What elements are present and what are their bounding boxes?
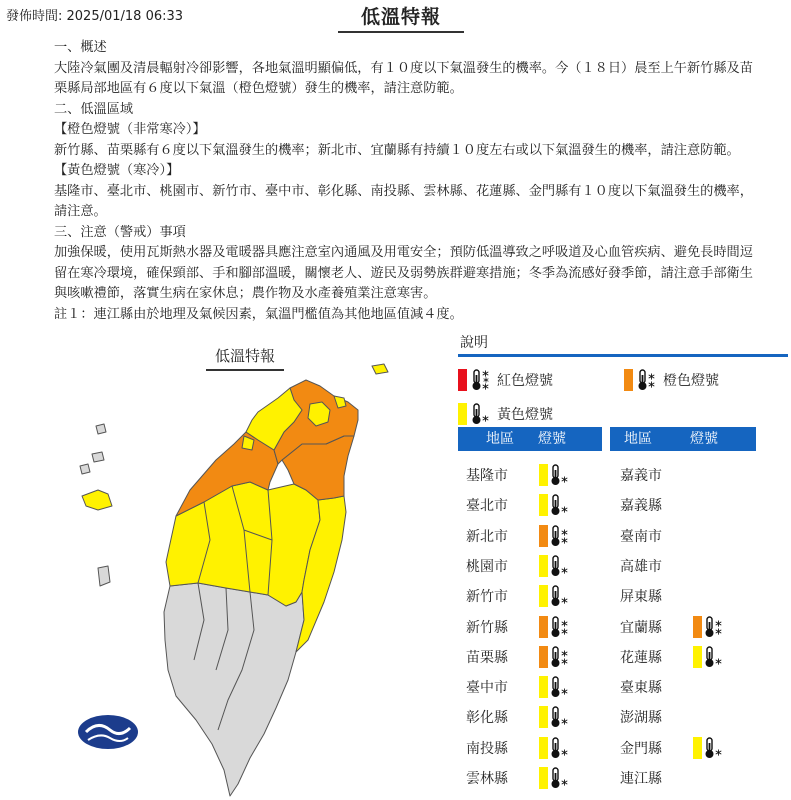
table-row bbox=[456, 490, 606, 520]
area-name: 澎湖縣 bbox=[620, 710, 662, 727]
area-name: 臺中市 bbox=[466, 680, 508, 697]
area-name: 臺東縣 bbox=[620, 680, 662, 697]
area-name: 苗栗縣 bbox=[466, 649, 508, 666]
section-heading-precautions: 三、注意（警戒）事項 bbox=[54, 224, 186, 240]
signal-cell bbox=[539, 585, 570, 607]
orange-signal-indicator bbox=[693, 616, 702, 638]
signal-cell bbox=[539, 767, 570, 789]
orange-signal-indicator bbox=[539, 616, 548, 638]
area-name: 嘉義市 bbox=[620, 468, 662, 484]
thermometer-icon bbox=[704, 646, 724, 668]
yellow-signal-indicator bbox=[539, 706, 548, 728]
yellow-signal-text: 基隆市、臺北市、桃園市、新竹市、臺中市、彰化縣、南投縣、雲林縣、花蓮縣、金門縣有１０度以下氣溫發生的機率，請注意。 bbox=[54, 183, 753, 219]
thermometer-icon bbox=[550, 494, 570, 516]
section-heading-overview: 一、概述 bbox=[54, 40, 107, 55]
overview-text: 大陸冷氣團及清晨輻射冷卻影響，各地氣溫明顯偏低，有１０度以下氣溫發生的機率。今（１８日）晨至上午新竹縣及苗栗縣局部地區有６度以下氣溫（橙色燈號）發生的機率，請注意防範。 bbox=[54, 60, 753, 96]
signal-cell bbox=[539, 737, 570, 759]
orange-signal-text: 新竹縣、苗栗縣有６度以下氣溫發生的機率；新北市、宜蘭縣有持續１０度左右或以下氣溫發生的機率，請注意防範。 bbox=[54, 142, 740, 158]
signal-cell bbox=[539, 555, 570, 577]
area-name: 連江縣 bbox=[620, 771, 662, 787]
red-swatch bbox=[458, 369, 467, 391]
signal-cell bbox=[693, 646, 724, 668]
signal-cell bbox=[539, 616, 570, 638]
area-name: 嘉義縣 bbox=[620, 498, 662, 515]
table-row bbox=[610, 581, 760, 611]
area-name: 高雄市 bbox=[620, 558, 662, 575]
yellow-signal-indicator bbox=[539, 737, 548, 759]
yellow-signal-indicator bbox=[539, 585, 548, 607]
map-region-island-2 bbox=[92, 452, 104, 462]
table-row bbox=[456, 672, 606, 702]
orange-swatch bbox=[624, 369, 633, 391]
table-row bbox=[610, 490, 760, 520]
signal-cell bbox=[539, 525, 570, 547]
yellow-signal-indicator bbox=[693, 646, 702, 668]
thermometer-icon bbox=[704, 616, 724, 638]
table-header-right bbox=[610, 427, 756, 451]
table-row bbox=[610, 642, 760, 672]
map-title: 低溫特報 bbox=[206, 345, 284, 371]
signal-cell bbox=[539, 676, 570, 698]
yellow-signal-indicator bbox=[693, 737, 702, 759]
yellow-signal-heading: 【黃色燈號（寒冷）】 bbox=[54, 163, 180, 178]
legend-label-yellow: 黃色燈號 bbox=[497, 407, 553, 423]
table-row bbox=[456, 460, 606, 490]
area-name: 桃園市 bbox=[466, 558, 508, 575]
table-row bbox=[610, 612, 760, 642]
header-area-right: 地區 bbox=[624, 431, 652, 447]
table-row bbox=[610, 551, 760, 581]
thermometer-icon bbox=[550, 706, 570, 728]
table-row bbox=[456, 612, 606, 642]
table-row bbox=[456, 581, 606, 611]
map-region-island-3 bbox=[80, 464, 90, 474]
legend-heading: 說明 bbox=[458, 332, 788, 357]
bulletin-text bbox=[54, 38, 760, 325]
signal-cell bbox=[693, 737, 724, 759]
cwa-logo bbox=[78, 715, 138, 749]
thermometer-icon bbox=[550, 616, 570, 638]
thermometer-icon bbox=[550, 555, 570, 577]
yellow-signal-indicator bbox=[539, 555, 548, 577]
header-signal-right: 燈號 bbox=[690, 431, 718, 447]
taiwan-map bbox=[58, 340, 448, 800]
table-row bbox=[456, 642, 606, 672]
area-name: 新北市 bbox=[466, 528, 508, 545]
thermometer-icon bbox=[550, 676, 570, 698]
map-region-south bbox=[164, 583, 304, 796]
issue-time: 發佈時間: 2025/01/18 06:33 bbox=[6, 9, 184, 24]
table-row bbox=[610, 702, 760, 732]
yellow-swatch bbox=[458, 403, 467, 425]
signal-cell bbox=[539, 646, 570, 668]
table-row bbox=[610, 521, 760, 551]
page-title: 低溫特報 bbox=[338, 3, 464, 33]
area-name: 宜蘭縣 bbox=[620, 619, 662, 636]
precautions-text: 加強保暖，使用瓦斯熱水器及電暖器具應注意室內通風及用電安全；預防低溫導致之呼吸道及心血管疾病、避免長時間逗留在寒冷環境，確保頸部、手和腳部溫暖，關懷老人、遊民及弱勢族群避寒措施；冬季為流感好發季節，請注意手部衛生與咳嗽禮節，落實生病在家休息；農作物及水產養殖業注意寒害。 bbox=[54, 245, 753, 301]
thermometer-icon bbox=[550, 646, 570, 668]
orange-signal-indicator bbox=[539, 525, 548, 547]
thermometer-icon bbox=[550, 585, 570, 607]
thermometer-single-snow-icon bbox=[471, 403, 491, 425]
table-row bbox=[610, 672, 760, 702]
note-text: 註１：連江縣由於地理及氣候因素，氣溫門檻值為其他地區值減４度。 bbox=[54, 306, 463, 322]
orange-signal-heading: 【橙色燈號（非常寒冷）】 bbox=[54, 122, 206, 137]
legend-item-yellow bbox=[458, 403, 553, 425]
header-signal: 燈號 bbox=[538, 431, 566, 447]
table-row bbox=[456, 733, 606, 763]
header-area: 地區 bbox=[486, 431, 514, 447]
map-region-island-4 bbox=[96, 424, 106, 434]
table-row bbox=[456, 702, 606, 732]
legend-item-orange bbox=[624, 369, 719, 391]
map-region-matsu bbox=[372, 364, 388, 374]
legend-label-red: 紅色燈號 bbox=[497, 373, 553, 389]
table-row bbox=[610, 763, 760, 793]
signal-cell bbox=[539, 464, 570, 486]
section-heading-areas: 二、低溫區域 bbox=[54, 101, 134, 117]
table-header-left bbox=[458, 427, 602, 451]
thermometer-icon bbox=[550, 525, 570, 547]
yellow-signal-indicator bbox=[539, 494, 548, 516]
signal-cell bbox=[539, 706, 570, 728]
yellow-signal-indicator bbox=[539, 676, 548, 698]
table-row bbox=[456, 551, 606, 581]
area-name: 彰化縣 bbox=[466, 710, 508, 727]
area-name: 新竹縣 bbox=[466, 619, 508, 636]
thermometer-icon bbox=[550, 737, 570, 759]
yellow-signal-indicator bbox=[539, 464, 548, 486]
legend bbox=[458, 332, 788, 435]
area-name: 基隆市 bbox=[466, 468, 508, 484]
map-region-kinmen bbox=[82, 490, 112, 510]
orange-signal-indicator bbox=[539, 646, 548, 668]
table-row bbox=[456, 763, 606, 793]
yellow-signal-indicator bbox=[539, 767, 548, 789]
thermometer-icon bbox=[550, 767, 570, 789]
legend-label-orange: 橙色燈號 bbox=[663, 373, 719, 389]
area-name: 臺南市 bbox=[620, 528, 662, 545]
thermometer-double-snow-icon bbox=[637, 369, 657, 391]
area-name: 屏東縣 bbox=[620, 589, 662, 606]
legend-item-red bbox=[458, 369, 553, 391]
thermometer-icon bbox=[704, 737, 724, 759]
area-name: 新竹市 bbox=[466, 589, 508, 606]
area-name: 雲林縣 bbox=[466, 771, 508, 787]
area-name: 金門縣 bbox=[620, 740, 662, 757]
table-row bbox=[610, 460, 760, 490]
table-row bbox=[610, 733, 760, 763]
thermometer-icon bbox=[550, 464, 570, 486]
thermometer-triple-snow-icon bbox=[471, 369, 491, 391]
signal-cell bbox=[539, 494, 570, 516]
area-name: 臺北市 bbox=[466, 498, 508, 515]
map-region-penghu bbox=[98, 566, 110, 586]
area-name: 南投縣 bbox=[466, 740, 508, 757]
signal-cell bbox=[693, 616, 724, 638]
table-row bbox=[456, 521, 606, 551]
area-name: 花蓮縣 bbox=[620, 649, 662, 666]
